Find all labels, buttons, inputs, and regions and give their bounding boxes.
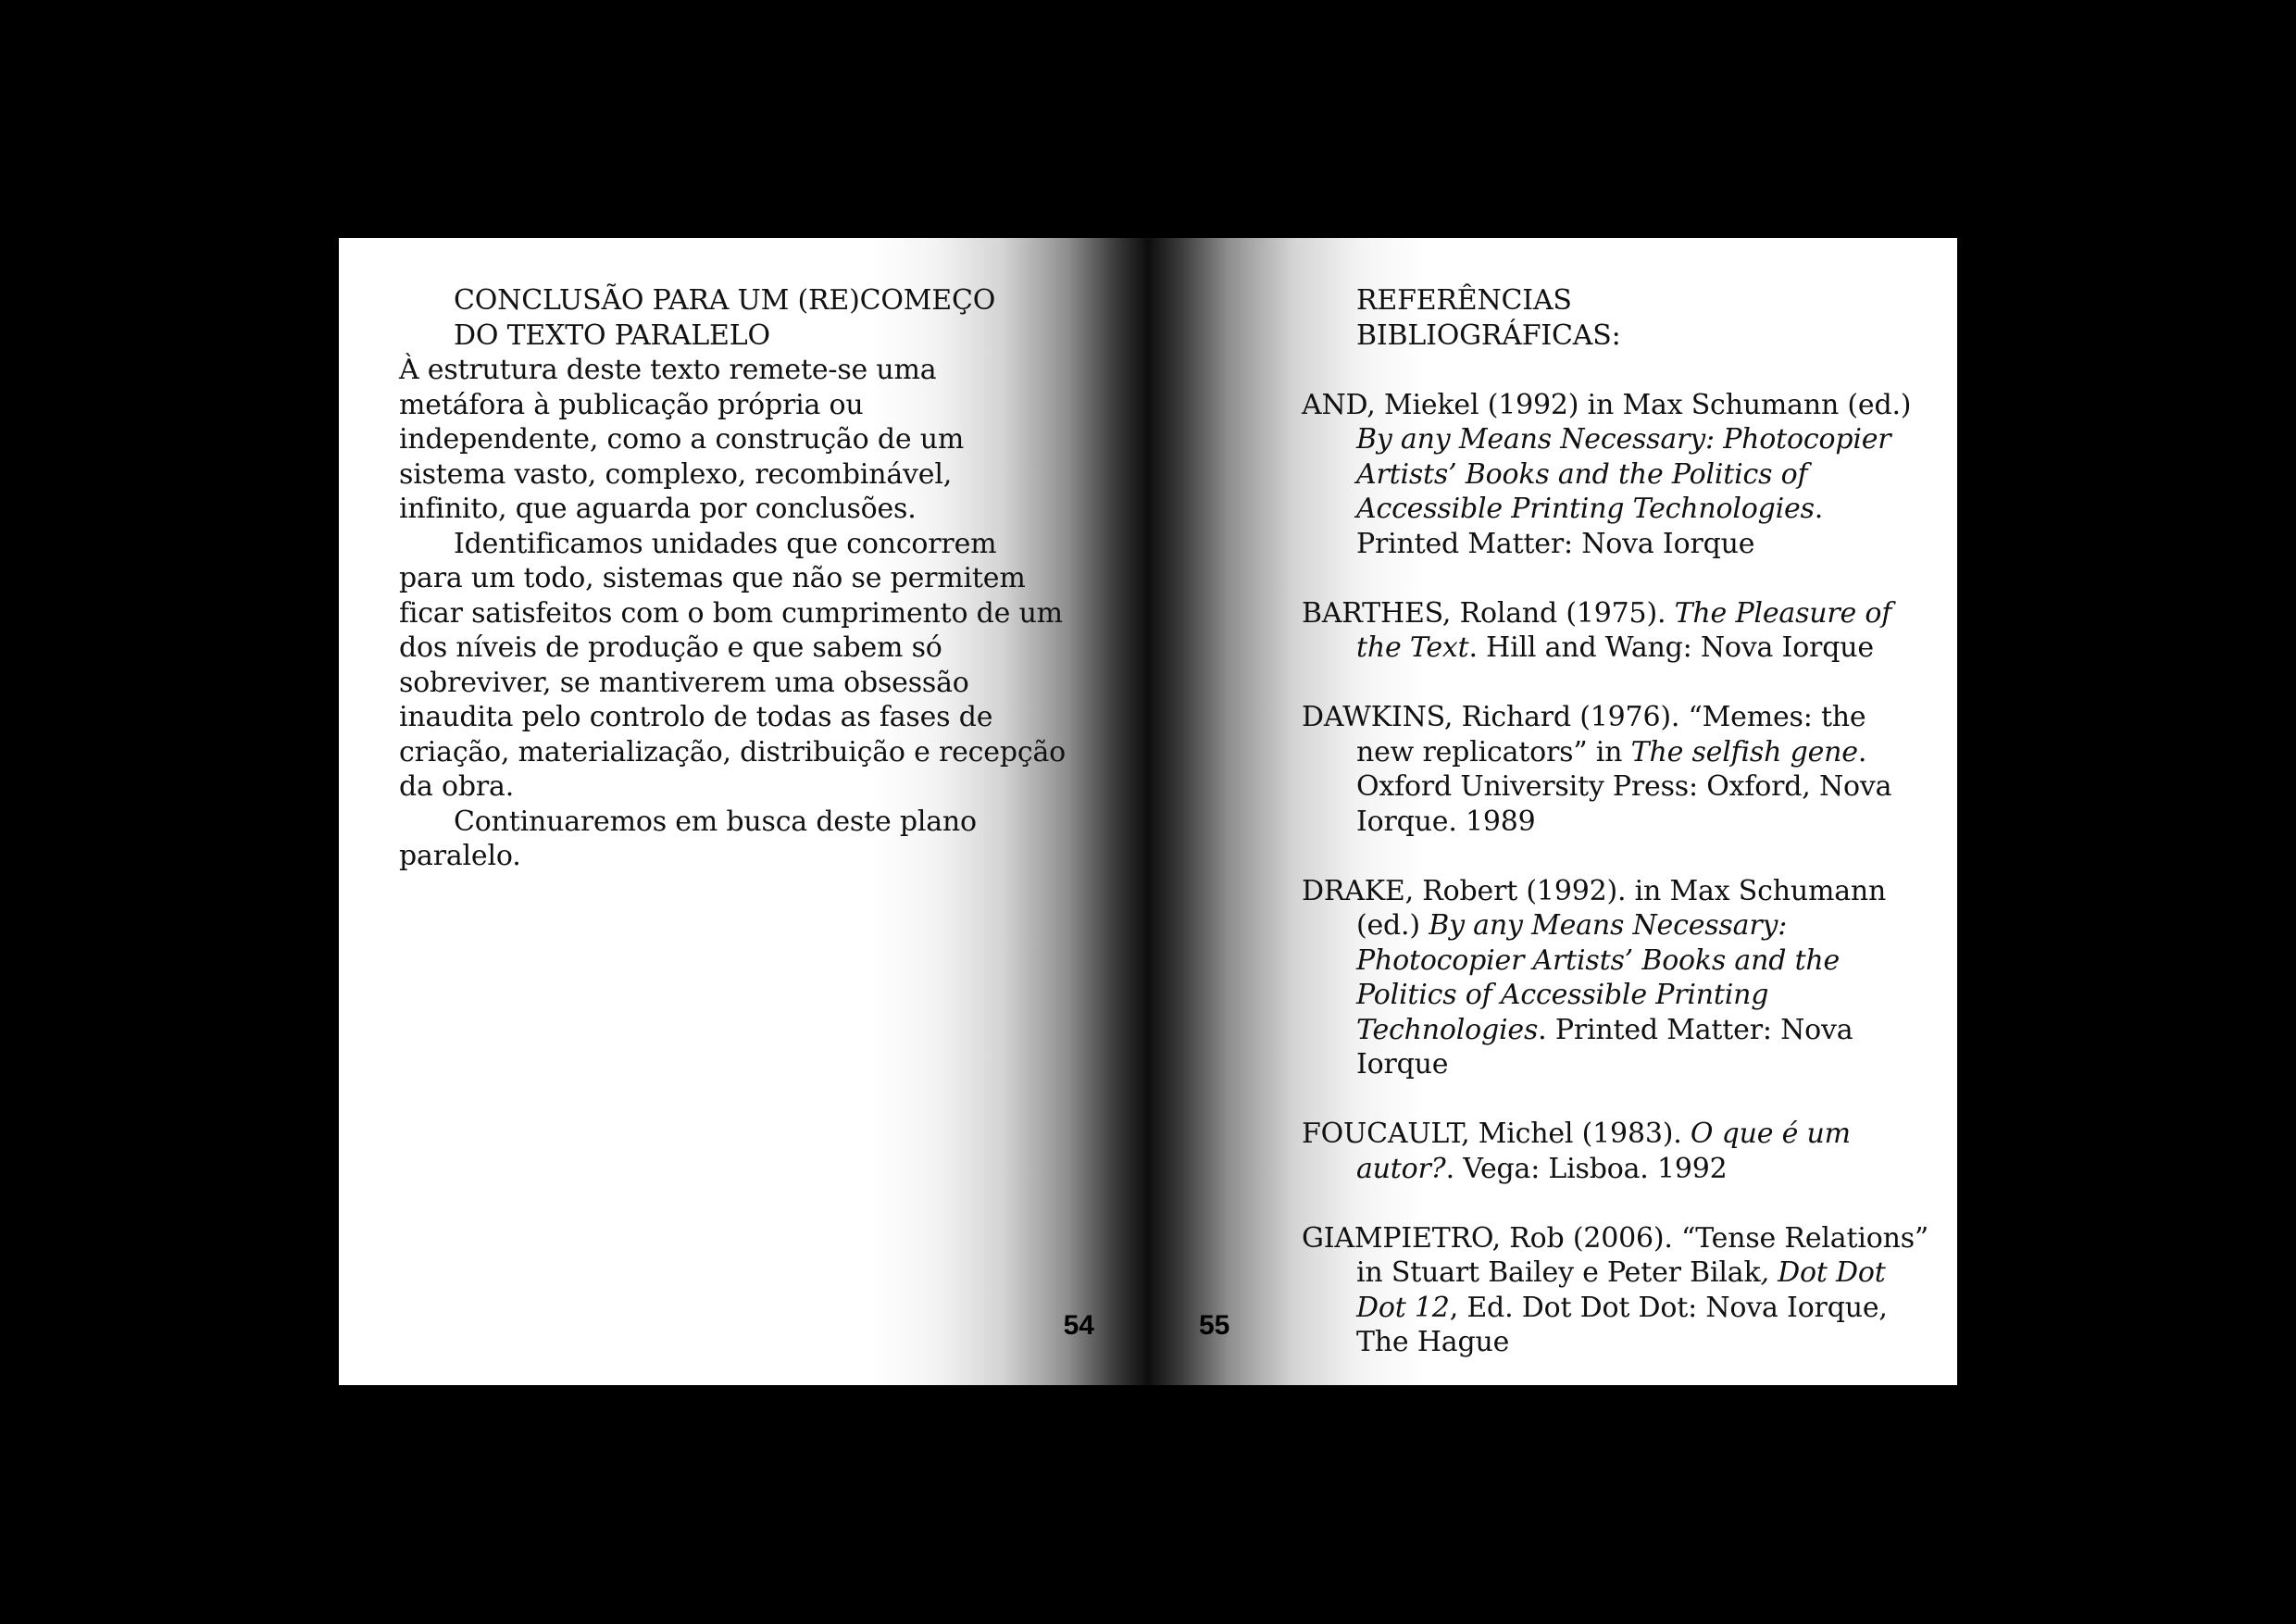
body-paragraph: Identificamos unidades que concorrem para um todo, sistemas que não se permitem ficar satisfeitos com o bom cumprimento de um dos níveis de produção e que sabem só sobreviver, se mantiverem uma obsessão inaudita pelo controlo de todas as fases de criação, materialização, distribuição e recepção da obra. (399, 527, 1066, 803)
reference-title: The selfish gene (1630, 735, 1858, 768)
reference-entry: AND, Miekel (1992) in Max Schumann (ed.) By any Means Necessary: Photocopier Artists’ Books and the Politics of Accessible Printing Technologies. Printed Matter: Nova Iorque (1302, 388, 1912, 560)
reference-title: , Dot Dot Dot 12 (1356, 1256, 1886, 1324)
reference-title: The Pleasure of the Text (1356, 596, 1892, 664)
left-page (339, 238, 1148, 1385)
reference-title: By any Means Necessary: Photocopier Artists’ Books and the Politics of Accessible Printing Technologies (1356, 423, 1891, 525)
chapter-heading-line-1: CONCLUSÃO PARA UM (RE)COMEÇO (454, 284, 996, 317)
reference-entry: GIAMPIETRO, Rob (2006). “Tense Relations” in Stuart Bailey e Peter Bilak, Dot Dot Dot 12, Ed. Dot Dot Dot: Nova Iorque, The Hague (1302, 1221, 1929, 1358)
chapter-heading (399, 283, 1066, 353)
body-paragraph: Continuaremos em busca deste plano paralelo. (399, 805, 977, 872)
references-heading-line-2: BIBLIOGRÁFICAS: (1356, 319, 1621, 352)
reference-title: By any Means Necessary: Photocopier Artists’ Books and the Politics of Accessible Printing Technologies (1356, 909, 1841, 1046)
reference-title: O que é um autor? (1356, 1118, 1851, 1185)
reference-entry: DRAKE, Robert (1992). in Max Schumann (ed.) By any Means Necessary: Photocopier Artists’ Books and the Politics of Accessible Printing Technologies. Printed Matter: Nova Iorque (1302, 874, 1887, 1081)
body-paragraph: À estrutura deste texto remete-se uma metáfora à publicação própria ou independente, como a construção de um sistema vasto, complexo, recombinável, infinito, que aguarda por conclusões. (399, 354, 965, 525)
page-number-left: 54 (1063, 1310, 1094, 1341)
book-spread (339, 238, 1957, 1385)
right-text-column (1302, 283, 1931, 1385)
references-heading (1302, 283, 1931, 353)
left-text-column (399, 283, 1066, 874)
right-page (1148, 238, 1957, 1385)
body-text (399, 353, 1066, 874)
reference-entry: DAWKINS, Richard (1976). “Memes: the new replicators” in The selfish gene. Oxford University Press: Oxford, Nova Iorque. 1989 (1302, 701, 1892, 838)
page-number-right: 55 (1199, 1310, 1230, 1341)
reference-entry: BARTHES, Roland (1975). The Pleasure of the Text. Hill and Wang: Nova Iorque (1302, 596, 1892, 664)
references-heading-line-1: REFERÊNCIAS (1356, 284, 1572, 317)
reference-entry: FOUCAULT, Michel (1983). O que é um autor?. Vega: Lisboa. 1992 (1302, 1118, 1851, 1185)
chapter-heading-line-2: DO TEXTO PARALELO (454, 319, 770, 352)
